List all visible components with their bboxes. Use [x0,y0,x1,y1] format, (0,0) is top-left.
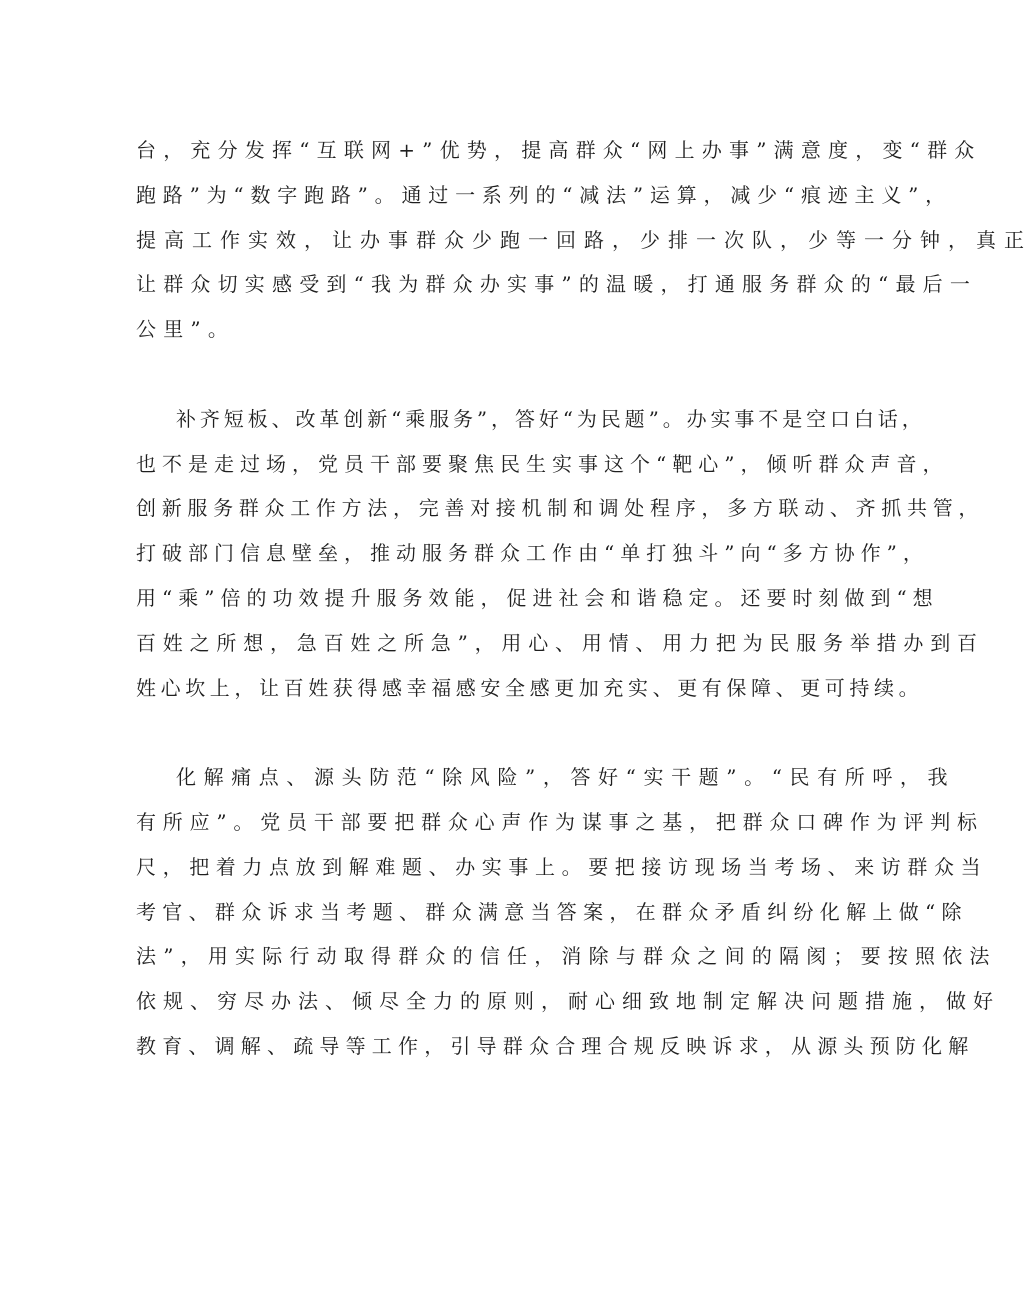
paragraph-gap [136,710,796,755]
document-body [136,128,1032,1069]
text-line: 也不是走过场，党员干部要聚焦民生实事这个“靶心”，倾听群众声音， [136,451,949,476]
text-line: 让群众切实感受到“我为群众办实事”的温暖，打通服务群众的“最后一 [136,272,978,297]
text-line: 台，充分发挥“互联网+”优势，提高群众“网上办事”满意度，变“群众 [136,138,982,162]
text-line: 百姓之所想，急百姓之所急”，用心、用情、用力把为民服务举措办到百 [136,630,984,655]
paragraph-1 [136,128,1032,352]
text-line: 跑路”为“数字跑路”。通过一系列的“减法”运算，减少“痕迹主义”， [136,182,952,207]
text-line: 姓心坎上，让百姓获得感幸福感安全感更加充实、更有保障、更可持续。 [136,675,924,700]
text-line: 公里”。 [136,317,236,342]
text-line: 教育、调解、疏导等工作，引导群众合理合规反映诉求，从源头预防化解 [136,1033,975,1058]
paragraph-2 [136,397,985,711]
text-line: 法”，用实际行动取得群众的信任，消除与群众之间的隔阂；要按照依法 [136,944,997,969]
text-line: 打破部门信息壁垒，推动服务群众工作由“单打独斗”向“多方协作”， [136,541,929,566]
text-line: 尺，把着力点放到解难题、办实事上。要把接访现场当考场、来访群众当 [136,854,988,879]
text-line: 化解痛点、源头防范“除风险”，答好“实干题”。“民有所呼，我 [176,765,956,790]
paragraph-3 [136,755,1000,1069]
text-line: 补齐短板、改革创新“乘服务”，答好“为民题”。办实事不是空口白话， [176,406,926,431]
text-line: 考官、群众诉求当考题、群众满意当答案，在群众矛盾纠纷化解上做“除 [136,899,968,924]
text-line: 依规、穷尽办法、倾尽全力的原则，耐心细致地制定解决问题措施，做好 [136,989,1000,1014]
text-line: 有所应”。党员干部要把群众心声作为谋事之基，把群众口碑作为评判标 [136,809,984,834]
text-line: 提高工作实效，让办事群众少跑一回路，少排一次队，少等一分钟，真正 [136,227,1032,252]
text-line: 创新服务群众工作方法，完善对接机制和调处程序，多方联动、齐抓共管， [136,496,985,521]
text-line: 用“乘”倍的功效提升服务效能，促进社会和谐稳定。还要时刻做到“想 [136,585,939,610]
paragraph-gap [136,352,796,397]
